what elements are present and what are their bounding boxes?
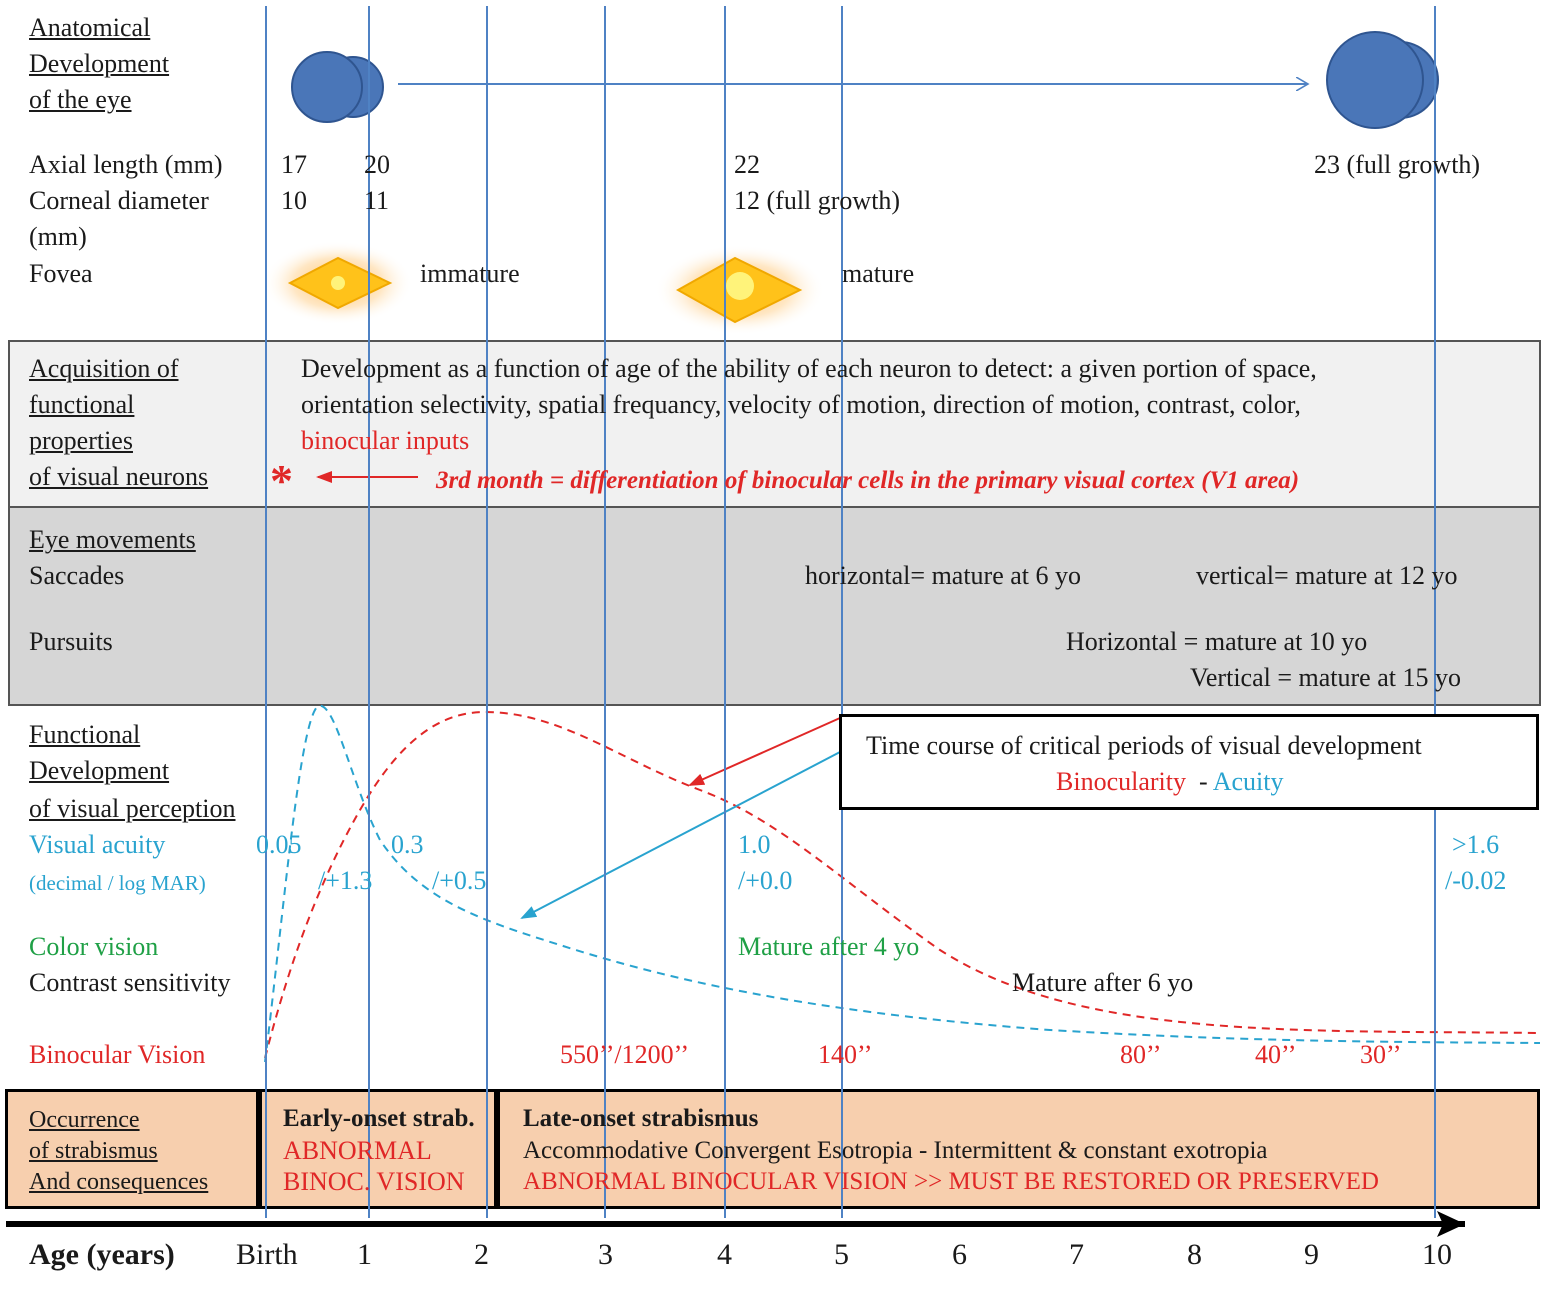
acuity-logmar-birth: /+1.3 xyxy=(318,866,373,895)
axial-value-1y: 20 xyxy=(364,150,390,179)
corneal-value-birth: 10 xyxy=(281,186,307,215)
age-tick-6: 6 xyxy=(952,1238,967,1271)
saccades-label: Saccades xyxy=(29,561,125,590)
early-onset-title: Early-onset strab. xyxy=(283,1105,475,1132)
strabismus-label-line-2: of strabismus xyxy=(29,1138,158,1164)
functional-title-line-3: properties xyxy=(29,426,133,455)
color-vision-value: Mature after 4 yo xyxy=(738,932,920,961)
stereo-value-10y: 30’’ xyxy=(1360,1040,1402,1069)
legend-series-line xyxy=(1056,767,1284,797)
fovea-immature-label: immature xyxy=(420,259,520,288)
early-onset-consequence-2: BINOC. VISION xyxy=(283,1167,465,1196)
acuity-decimal-birth: 0.05 xyxy=(256,830,302,859)
fovea-mature-icon xyxy=(655,245,825,335)
perception-title-line-2: Development xyxy=(29,756,170,785)
corneal-value-4y: 12 (full growth) xyxy=(734,186,901,215)
corneal-value-1y: 11 xyxy=(364,186,390,215)
eye-adult-icon xyxy=(1327,32,1438,128)
late-onset-consequence: ABNORMAL BINOCULAR VISION >> MUST BE RESTORED OR PRESERVED xyxy=(523,1168,1379,1195)
binocularity-pointer-arrow xyxy=(690,718,840,785)
pursuits-horizontal: Horizontal = mature at 10 yo xyxy=(1066,627,1368,656)
corneal-diameter-unit: (mm) xyxy=(29,222,87,251)
binocular-vision-label: Binocular Vision xyxy=(29,1040,206,1069)
axial-value-4y: 22 xyxy=(734,150,760,179)
stereo-value-9y: 40’’ xyxy=(1255,1040,1297,1069)
age-axis-title: Age (years) xyxy=(29,1238,175,1271)
age-tick-10: 10 xyxy=(1422,1238,1452,1271)
visual-acuity-label: Visual acuity xyxy=(29,830,166,859)
saccades-horizontal: horizontal= mature at 6 yo xyxy=(805,561,1082,590)
age-tick-9: 9 xyxy=(1304,1238,1319,1271)
age-tick-3: 3 xyxy=(598,1238,613,1271)
stereo-value-3y: 550’’/1200’’ xyxy=(560,1040,689,1069)
pursuits-vertical: Vertical = mature at 15 yo xyxy=(1190,663,1461,692)
v1-binocular-note: 3rd month = differentiation of binocular cells in the primary visual cortex (V1 area) xyxy=(436,467,1300,494)
acuity-decimal-1y: 0.3 xyxy=(391,830,424,859)
fovea-label: Fovea xyxy=(29,259,93,288)
strabismus-label-line-3: And consequences xyxy=(29,1169,209,1195)
age-tick-7: 7 xyxy=(1069,1238,1084,1271)
fovea-mature-label: mature xyxy=(842,259,915,288)
legend-acuity: Acuity xyxy=(1212,767,1284,796)
axial-length-label: Axial length (mm) xyxy=(29,150,223,179)
strabismus-label-line-1: Occurrence xyxy=(29,1107,140,1133)
acuity-decimal-adult: >1.6 xyxy=(1452,830,1500,859)
functional-binocular-inputs: binocular inputs xyxy=(301,426,470,455)
axial-value-birth: 17 xyxy=(281,150,307,179)
functional-title-line-2: functional xyxy=(29,390,135,419)
age-tick-birth: Birth xyxy=(236,1238,298,1271)
functional-description-line-2: orientation selectivity, spatial frequancy, velocity of motion, direction of motion, contrast, color, xyxy=(301,390,1301,419)
contrast-sensitivity-label: Contrast sensitivity xyxy=(29,968,231,997)
early-onset-consequence-1: ABNORMAL xyxy=(283,1136,432,1165)
acuity-decimal-4y: 1.0 xyxy=(738,830,771,859)
visual-acuity-units: (decimal / log MAR) xyxy=(29,871,206,895)
age-tick-4: 4 xyxy=(717,1238,732,1271)
anatomy-title-line-2: Development xyxy=(29,49,170,78)
stereo-value-8y: 80’’ xyxy=(1120,1040,1162,1069)
anatomy-title-line-1: Anatomical xyxy=(29,13,151,42)
late-onset-title: Late-onset strabismus xyxy=(523,1105,759,1132)
acuity-logmar-adult: /-0.02 xyxy=(1445,866,1507,895)
fovea-immature-icon xyxy=(263,241,413,325)
age-tick-5: 5 xyxy=(834,1238,849,1271)
legend-title: Time course of critical periods of visual development xyxy=(866,731,1422,760)
contrast-sensitivity-value: Mature after 6 yo xyxy=(1012,968,1194,997)
corneal-diameter-label: Corneal diameter xyxy=(29,186,209,215)
perception-title-line-1: Functional xyxy=(29,720,141,749)
functional-description-line-1: Development as a function of age of the ability of each neuron to detect: a given portion of space, xyxy=(301,354,1317,383)
perception-title-line-3: of visual perception xyxy=(29,794,236,823)
functional-title-line-4: of visual neurons xyxy=(29,462,209,491)
late-onset-types: Accommodative Convergent Esotropia - Intermittent & constant exotropia xyxy=(523,1137,1268,1164)
saccades-vertical: vertical= mature at 12 yo xyxy=(1196,561,1458,590)
legend-separator: - xyxy=(1198,767,1208,796)
axial-value-adult: 23 (full growth) xyxy=(1314,150,1481,179)
age-tick-1: 1 xyxy=(357,1238,372,1271)
legend-binocularity: Binocularity xyxy=(1056,767,1186,796)
acuity-logmar-2y: /+0.5 xyxy=(432,866,487,895)
acuity-logmar-4y: /+0.0 xyxy=(738,866,793,895)
pursuits-label: Pursuits xyxy=(29,627,113,656)
eye-movements-title: Eye movements xyxy=(29,525,196,554)
age-tick-2: 2 xyxy=(474,1238,489,1271)
stereo-value-5y: 140’’ xyxy=(818,1040,873,1069)
anatomy-title-line-3: of the eye xyxy=(29,85,132,114)
color-vision-label: Color vision xyxy=(29,932,159,961)
functional-title-line-1: Acquisition of xyxy=(29,354,179,383)
asterisk-marker: * xyxy=(270,455,293,506)
age-tick-8: 8 xyxy=(1187,1238,1202,1271)
